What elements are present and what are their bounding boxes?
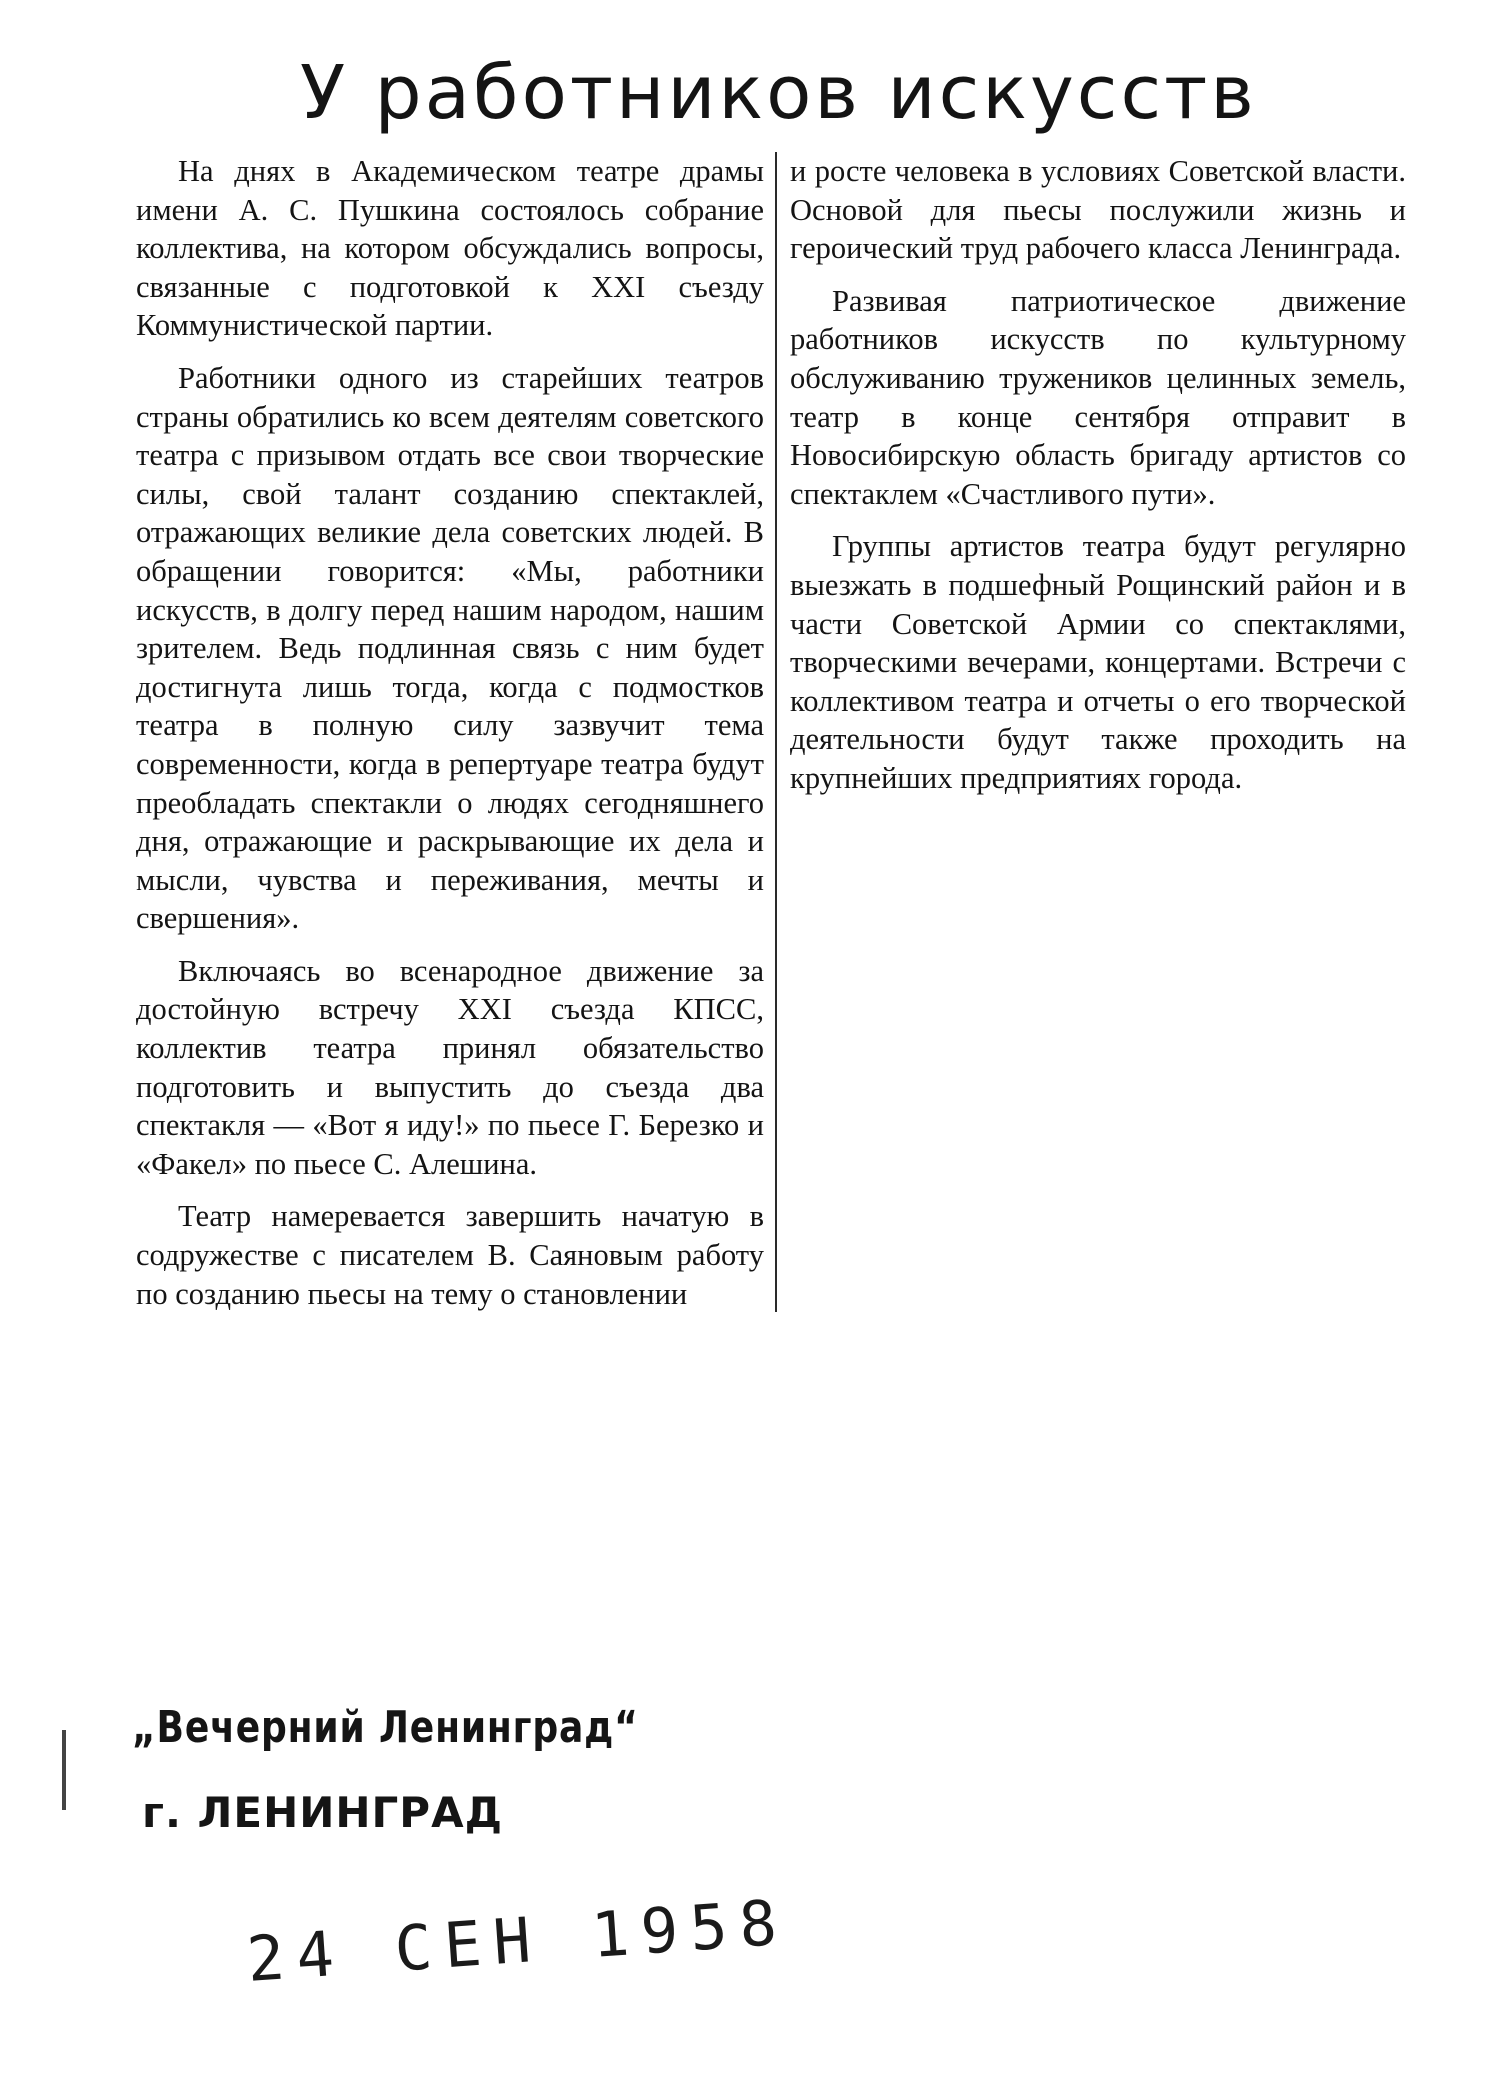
article-headline: У работников искусств [300, 50, 1257, 136]
stamp-edge-mark [62, 1730, 66, 1810]
stamp-newspaper-name: „Вечерний Ленинград“ [132, 1702, 639, 1753]
article-paragraph: Включаясь во всенародное движение за достойную встречу XXI съезда КПСС, коллектив театра принял обязательство подготовить и выпустить до съезда два спектакля — «Вот я иду!» по пьесе Г. Березко и «Факел» по пьесе С. Алешина. [136, 953, 764, 1181]
article-right-column [790, 152, 1406, 812]
article-paragraph: На днях в Академическом театре драмы имени А. С. Пушкина состоялось собрание коллектива, на котором обсуждались вопросы, связанные с подготовкой к XXI съезду Коммунистической партии. [136, 154, 764, 343]
article-paragraph: Развивая патриотическое движение работников искусств по культурному обслуживанию тружеников целинных земель, театр в конце сентября отправит в Новосибирскую область бригаду артистов со спектаклем «Счастливого пути». [790, 283, 1406, 511]
column-divider [775, 152, 777, 1312]
article-paragraph: Работники одного из старейших театров страны обратились ко всем деятелям советского театра с призывом отдать все свои творческие силы, свой талант созданию спектаклей, отражающих великие дела советских людей. В обращении говорится: «Мы, работники искусств, в долгу перед нашим народом, нашим зрителем. Ведь подлинная связь с ним будет достигнута лишь тогда, когда с подмостков театра в полную силу зазвучит тема современности, когда в репертуаре театра будут преобладать спектакли о людях сегодняшнего дня, отражающие и раскрывающие их дела и мысли, чувства и переживания, мечты и свершения». [136, 360, 764, 936]
article-left-column [136, 152, 764, 1327]
article-paragraph: Театр намеревается завершить начатую в содружестве с писателем В. Саяновым работу по созданию пьесы на тему о становлении [136, 1199, 764, 1311]
article-paragraph: и росте человека в условиях Советской власти. Основой для пьесы послужили жизнь и героический труд рабочего класса Ленинграда. [790, 154, 1406, 266]
stamp-city: г. ЛЕНИНГРАД [142, 1788, 504, 1837]
source-stamp [62, 1700, 639, 1870]
date-stamp: 24 СЕН 1958 [244, 1885, 792, 1997]
article-paragraph: Группы артистов театра будут регулярно выезжать в подшефный Рощинский район и в части Советской Армии со спектаклями, творческими вечерами, концертами. Встречи с коллективом театра и отчеты о его творческой деятельности будут также проходить на крупнейших предприятиях города. [790, 529, 1406, 795]
